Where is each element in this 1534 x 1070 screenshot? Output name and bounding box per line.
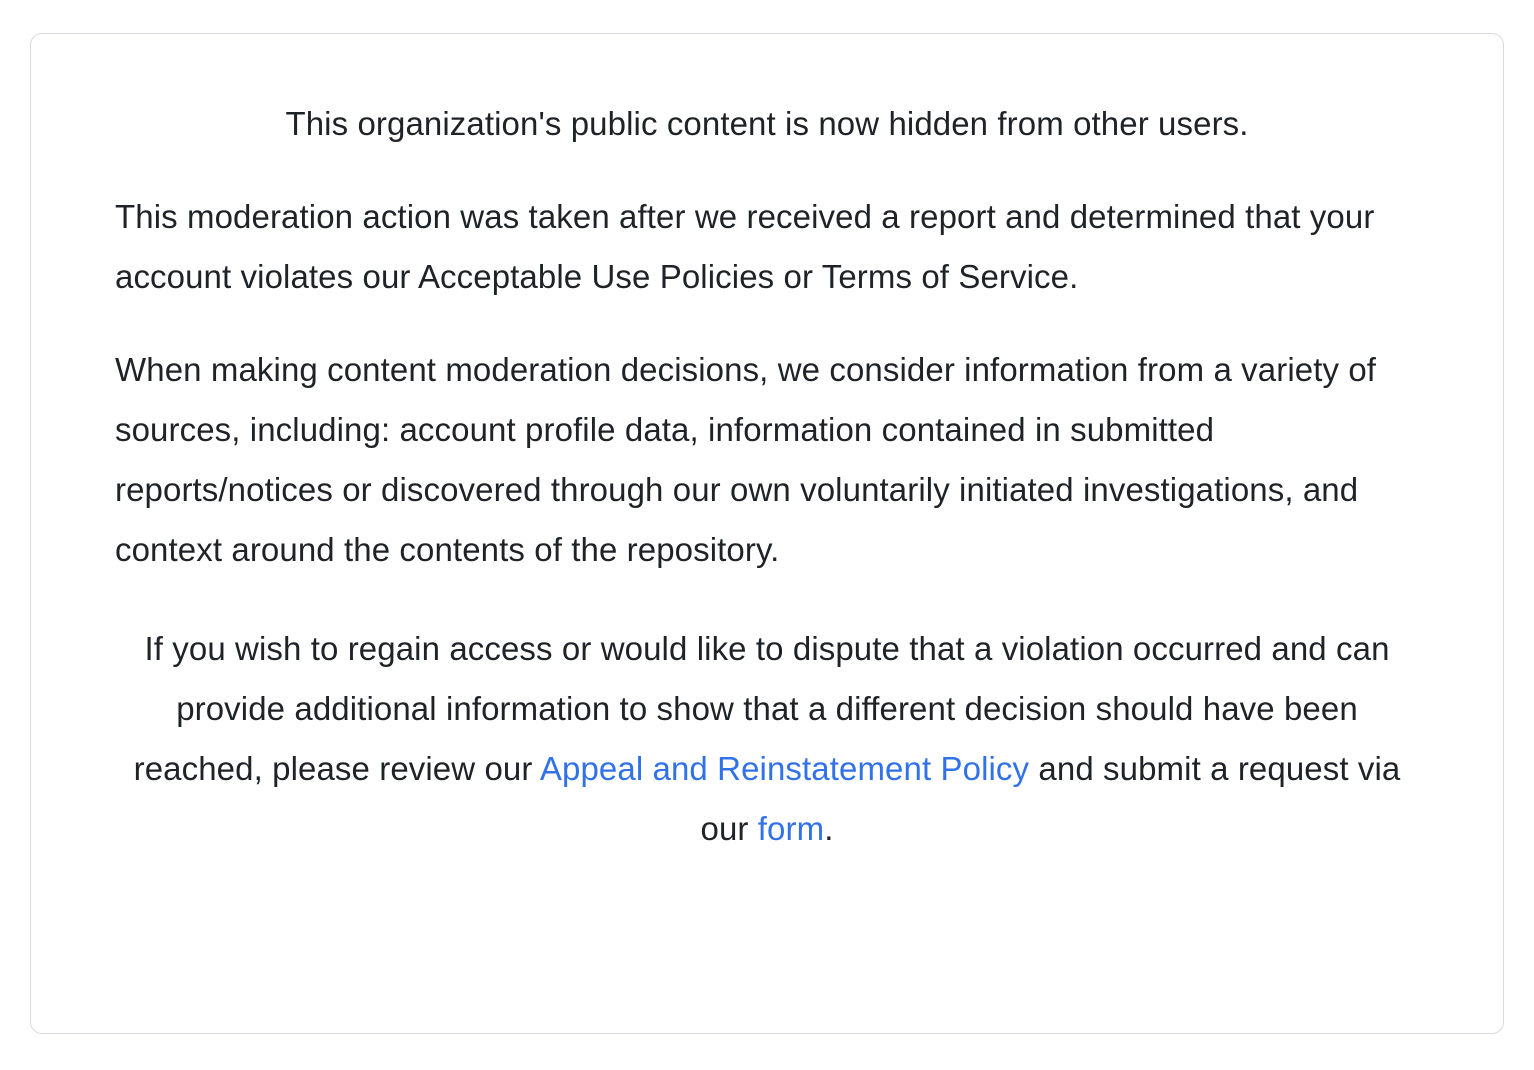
notice-moderation-paragraph: This moderation action was taken after we received a report and determined that your account violates our Acceptable Use Policies or Terms of Service. [115,198,1375,295]
appeal-text-after-link: . [824,810,834,847]
notice-sources-paragraph: When making content moderation decisions, we consider information from a variety of sources, including: account profile data, information contained in submitted reports/notices or discovered through our own voluntarily initiated investigations, and context around the contents of the repository. [115,351,1377,568]
notice-appeal-paragraph [115,619,1419,859]
appeal-text-before-link: If you wish to regain access or would like to dispute that a violation occurred and can provide additional information to show that a different decision should have been reached, please review our [133,630,1390,787]
notice-headline: This organization's public content is now hidden from other users. [285,105,1249,142]
appeal-text-between-links: and submit a request via our [700,750,1401,847]
form-link[interactable]: form [757,810,825,847]
moderation-notice-card [30,33,1504,1034]
appeal-and-reinstatement-policy-link[interactable]: Appeal and Reinstatement Policy [539,750,1030,787]
